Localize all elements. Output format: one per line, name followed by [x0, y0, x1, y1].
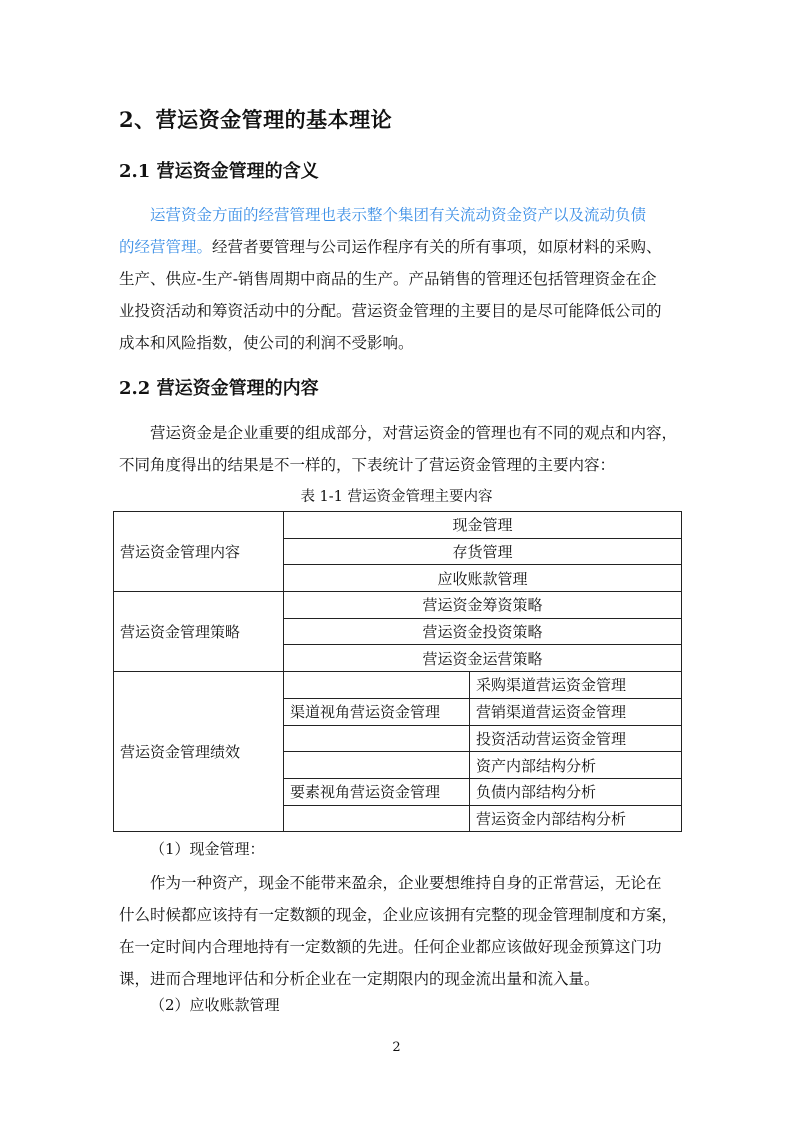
row-group-label: 营运资金管理内容 [114, 512, 284, 592]
paragraph-line: 不同角度得出的结果是不一样的，下表统计了营运资金管理的主要内容： [119, 456, 616, 474]
table-cell: 存货管理 [284, 538, 682, 565]
table-row [114, 672, 682, 699]
table-cell: 资产内部结构分析 [470, 752, 682, 779]
table-cell: 营运资金投资策略 [284, 618, 682, 645]
paragraph-line: 什么时候都应该持有一定数额的现金，企业应该拥有完整的现金管理制度和方案， [119, 906, 678, 924]
paragraph-line [119, 295, 679, 327]
paragraph-line [119, 231, 679, 263]
paragraph-meaning [119, 199, 679, 359]
page-number: 2 [392, 1040, 401, 1055]
row-group-label: 营运资金管理绩效 [114, 672, 284, 832]
paragraph-cash [119, 867, 679, 995]
hyperlink-text[interactable]: 运营资金方面的经营管理也表示整个集团有关流动资金资产以及流动负债 [150, 206, 647, 224]
body-text: 经营者要管理与公司运作程序有关的所有事项，如原材料的采购、 [212, 238, 662, 256]
table-cell: 营运资金运营策略 [284, 645, 682, 672]
body-text: 成本和风险指数，使公司的利润不受影响。 [119, 334, 414, 352]
paragraph-line [119, 327, 679, 359]
table-cell: 采购渠道营运资金管理 [470, 672, 682, 699]
table-cell: 营运资金内部结构分析 [470, 805, 682, 832]
paragraph-line: 课，进而合理地评估和分析企业在一定期限内的现金流出量和流入量。 [119, 970, 600, 988]
paragraph-line [119, 263, 679, 295]
section-heading-2-2: 2.2 营运资金管理的内容 [119, 378, 319, 399]
chapter-heading: 2、营运资金管理的基本理论 [119, 107, 393, 132]
table-caption: 表 1-1 营运资金管理主要内容 [300, 489, 493, 505]
table-cell: 营销渠道营运资金管理 [470, 698, 682, 725]
table-cell: 投资活动营运资金管理 [470, 725, 682, 752]
body-text: 生产、供应-生产-销售周期中商品的生产。产品销售的管理还包括管理资金在企 [119, 270, 657, 288]
sub-group-label: 要素视角营运资金管理 [284, 778, 470, 805]
table-cell: 应收账款管理 [284, 565, 682, 592]
table-cell-empty [284, 725, 470, 752]
section-heading-2-1: 2.1 营运资金管理的含义 [119, 161, 319, 182]
table-row [114, 592, 682, 619]
row-group-label: 营运资金管理策略 [114, 592, 284, 672]
hyperlink-text[interactable]: 的经营管理。 [119, 238, 213, 256]
subsection-cash-title: （1）现金管理： [150, 840, 265, 858]
table-cell: 负债内部结构分析 [470, 778, 682, 805]
table-cell: 现金管理 [284, 512, 682, 539]
body-text: 业投资活动和筹资活动中的分配。营运资金管理的主要目的是尽可能降低公司的 [119, 302, 662, 320]
content-table [113, 511, 682, 832]
sub-group-label: 渠道视角营运资金管理 [284, 698, 470, 725]
paragraph-content-intro [119, 417, 679, 481]
table-cell-empty [284, 672, 470, 699]
paragraph-line: 营运资金是企业重要的组成部分，对营运资金的管理也有不同的观点和内容， [150, 424, 678, 442]
subsection-receivable-title: （2）应收账款管理 [150, 996, 280, 1014]
table-cell-empty [284, 805, 470, 832]
table-cell: 营运资金筹资策略 [284, 592, 682, 619]
paragraph-line: 作为一种资产，现金不能带来盈余，企业要想维持自身的正常营运，无论在 [150, 874, 662, 892]
table-cell-empty [284, 752, 470, 779]
table-row [114, 512, 682, 539]
paragraph-line: 在一定时间内合理地持有一定数额的先进。任何企业都应该做好现金预算这门功 [119, 938, 662, 956]
paragraph-line [119, 199, 679, 231]
